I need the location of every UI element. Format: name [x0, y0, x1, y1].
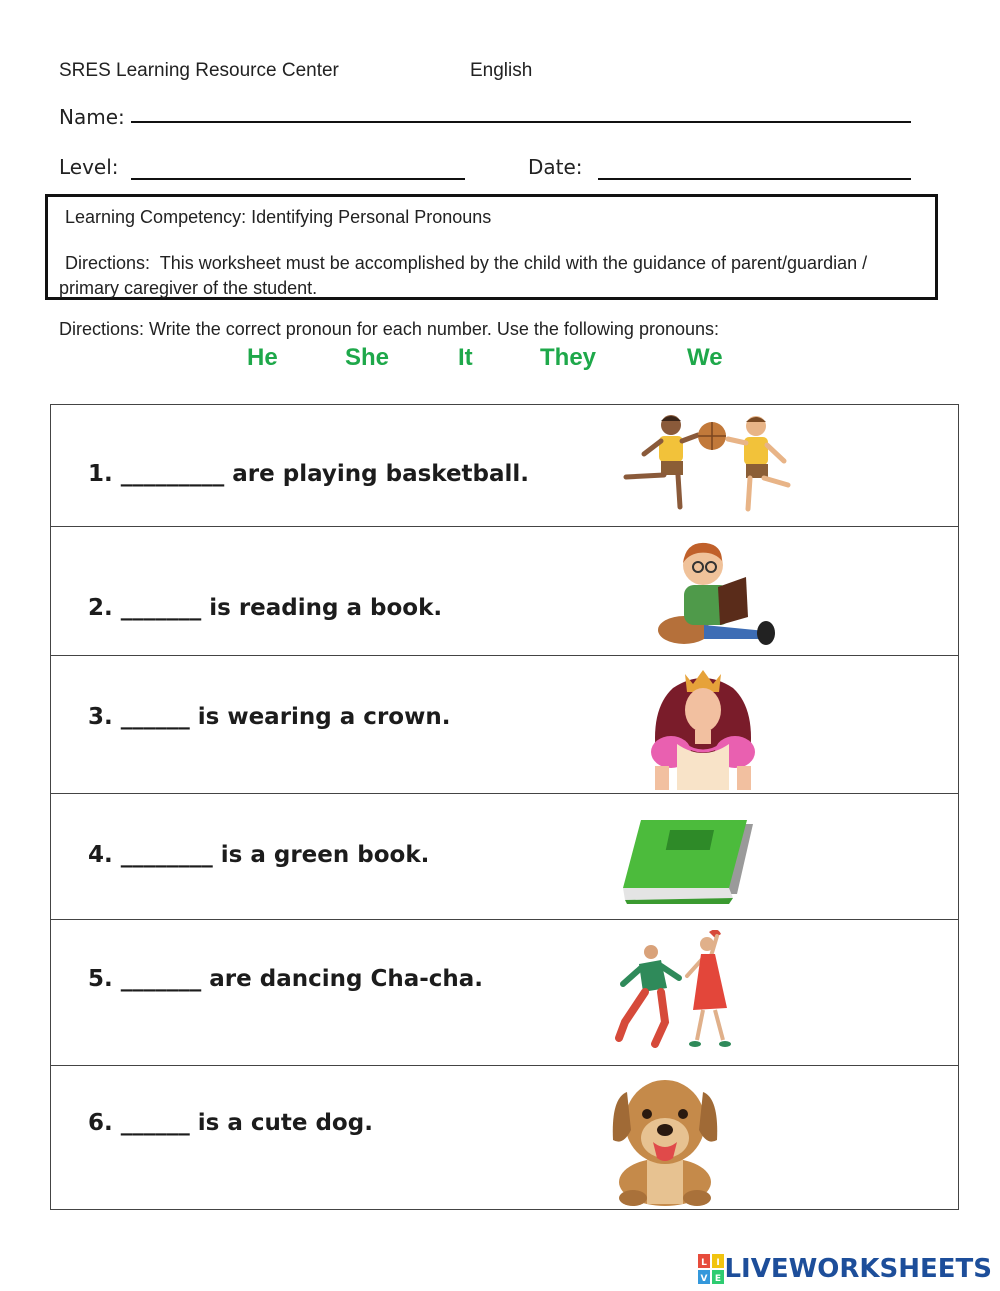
- pronoun-we: We: [687, 344, 723, 371]
- question-5-text[interactable]: 5. _______ are dancing Cha-cha.: [88, 966, 484, 992]
- question-table: [50, 404, 959, 1210]
- level-field[interactable]: [131, 178, 465, 180]
- question-row-6: [51, 1065, 958, 1209]
- boy-reading-picture: [656, 535, 776, 647]
- question-3-text[interactable]: 3. ______ is wearing a crown.: [88, 704, 451, 730]
- instructions: Directions: Write the correct pronoun for each number. Use the following pronouns:: [59, 319, 720, 339]
- name-field[interactable]: [131, 121, 911, 123]
- question-1-text[interactable]: 1. _________ are playing basketball.: [88, 461, 530, 487]
- question-6-text[interactable]: 6. ______ is a cute dog.: [88, 1110, 373, 1136]
- directions-line-2: primary caregiver of the student.: [59, 278, 318, 298]
- princess-picture: [643, 666, 763, 792]
- pronoun-it: It: [458, 344, 473, 371]
- logo-letter-e: E: [715, 1274, 722, 1284]
- pronoun-they: They: [540, 344, 597, 371]
- logo-letter-i: I: [716, 1258, 721, 1268]
- liveworksheets-logo-icon: [698, 1254, 724, 1284]
- level-label: Level:: [59, 155, 119, 179]
- question-row-3: [51, 655, 958, 793]
- dancing-couple-picture: [611, 930, 751, 1054]
- pronoun-he: He: [247, 344, 278, 371]
- question-4-text[interactable]: 4. ________ is a green book.: [88, 842, 430, 868]
- date-label: Date:: [528, 155, 583, 179]
- logo-text: LIVEWORKSHEETS: [724, 1254, 992, 1284]
- pronoun-she: She: [345, 344, 390, 371]
- question-row-2: [51, 526, 958, 655]
- green-book-picture: [619, 816, 759, 906]
- logo-letter-l: L: [701, 1258, 708, 1268]
- subject-name: English: [470, 60, 533, 81]
- question-row-4: [51, 793, 958, 919]
- directions-line-1: Directions: This worksheet must be accomplished by the child with the guidance of parent/guardian /: [65, 253, 868, 273]
- date-field[interactable]: [598, 178, 911, 180]
- competency-box: [45, 194, 938, 300]
- cute-dog-picture: [607, 1070, 723, 1208]
- liveworksheets-logo: [698, 1254, 992, 1284]
- question-row-1: [51, 405, 958, 526]
- competency-text: Learning Competency: Identifying Personal Pronouns: [65, 207, 492, 227]
- center-name: SRES Learning Resource Center: [59, 60, 339, 81]
- boys-basketball-picture: [616, 409, 806, 517]
- logo-letter-v: V: [700, 1274, 708, 1284]
- name-label: Name:: [59, 105, 125, 129]
- question-2-text[interactable]: 2. _______ is reading a book.: [88, 595, 443, 621]
- question-row-5: [51, 919, 958, 1065]
